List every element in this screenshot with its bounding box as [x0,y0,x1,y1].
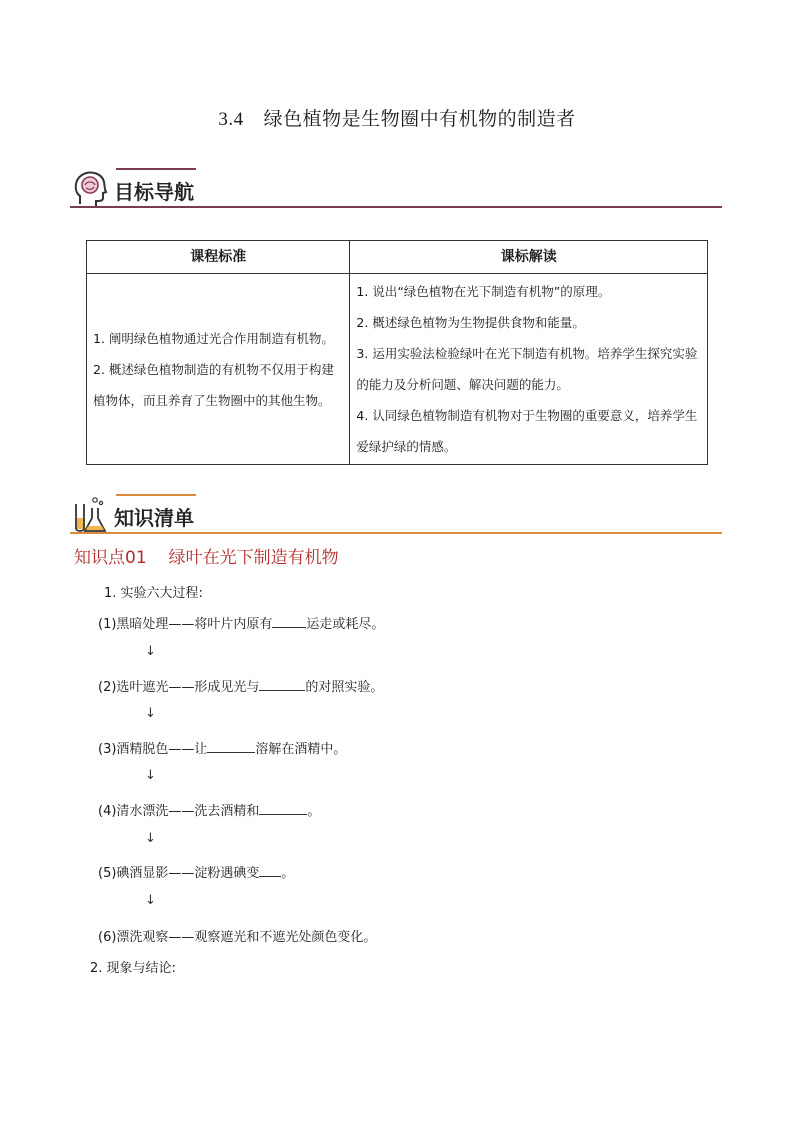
table-header-standard: 课程标准 [87,241,350,274]
section-rule [70,532,722,534]
standards-table [86,240,708,465]
knowledge-point-title [74,543,339,568]
knowledge-point-text: 绿叶在光下制造有机物 [168,548,339,568]
lab-flask-icon [70,494,112,536]
interpretation-item: 1. 说出“绿色植物在光下制造有机物”的原理。 [356,284,611,299]
interpretation-item: 3. 运用实验法检验绿叶在光下制造有机物。培养学生探究实验的能力及分析问题、解决问题的能力。 [356,346,698,392]
fill-blank [272,615,306,628]
down-arrow-icon: ↓ [145,893,156,908]
list-item [98,800,320,819]
step-text: 运走或耗尽。 [306,617,385,632]
down-arrow-icon: ↓ [145,706,156,721]
section-heading: 目标导航 [114,180,194,204]
table-header-interpretation: 课标解读 [350,241,708,274]
standard-item: 1. 阐明绿色植物通过光合作用制造有机物。 [93,330,334,346]
knowledge-point-number: 知识点01 [74,548,147,568]
document-title [0,104,794,131]
down-arrow-icon: ↓ [145,768,156,783]
list-item [98,613,384,632]
brain-head-icon [70,168,112,210]
list-item: (6)漂洗观察——观察遮光和不遮光处颜色变化。 [98,930,377,945]
standards-cell [87,274,350,465]
table-row [87,274,708,465]
list-item: 2. 现象与结论: [90,961,176,976]
list-item: 1. 实验六大过程: [104,586,203,601]
standard-item: 2. 概述绿色植物制造的有机物不仅用于构建植物体，而且养育了生物圈中的其他生物。 [93,361,334,408]
step-text: 。 [281,866,295,881]
step-text: (1)黑暗处理——将叶片内原有 [98,617,273,632]
section-rule [70,206,722,208]
interpretation-item: 2. 概述绿色植物为生物提供食物和能量。 [356,315,585,330]
table-header-row [87,241,708,274]
step-text: (2)选叶遮光——形成见光与 [98,680,260,695]
down-arrow-icon: ↓ [145,644,156,659]
step-text: 的对照实验。 [305,680,384,695]
step-text: 。 [307,804,321,819]
step-text: 溶解在酒精中。 [255,742,347,757]
interpretation-cell [350,274,708,465]
section-header-goals [70,168,722,210]
list-item [98,676,383,695]
interpretation-item: 4. 认同绿色植物制造有机物对于生物圈的重要意义，培养学生爱绿护绿的情感。 [356,408,698,454]
down-arrow-icon: ↓ [145,831,156,846]
fill-blank [259,864,281,877]
fill-blank [259,802,307,815]
step-text: (4)清水漂洗——洗去酒精和 [98,804,260,819]
fill-blank [259,678,305,691]
section-number: 3.4 [218,109,244,130]
step-text: (5)碘酒显影——淀粉遇碘变 [98,866,260,881]
section-heading: 知识清单 [114,506,194,530]
title-text: 绿色植物是生物圈中有机物的制造者 [263,108,576,130]
fill-blank [207,740,255,753]
heading-decoration [116,494,196,496]
list-item [98,862,294,881]
list-item [98,738,346,757]
heading-decoration [116,168,196,170]
step-text: (3)酒精脱色——让 [98,742,208,757]
section-header-knowledge [70,494,722,536]
